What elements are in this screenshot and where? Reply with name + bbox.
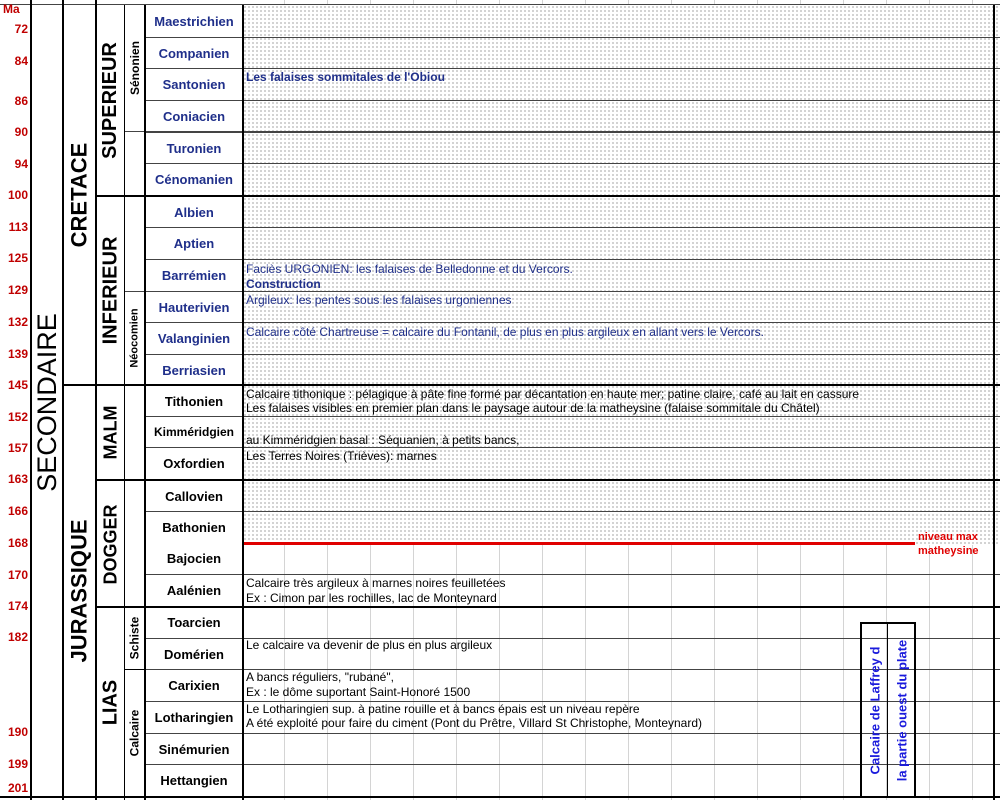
level-label-niveau-max: niveau max [918,531,978,543]
stage-name: Aptien [173,236,215,251]
age-label: 132 [7,315,28,329]
stage-name: Cénomanien [154,172,233,187]
note-barremien-construction: Construction [246,277,321,291]
age-label: 145 [7,378,28,392]
stage-name: Companien [158,46,230,61]
note-hauterivien: Argileux: les pentes sous les falaises urgoniennes [246,293,512,307]
substage-neocomien: Néocomien [128,308,141,368]
series-dogger: DOGGER [100,503,121,585]
age-label: 86 [14,94,28,108]
age-label: 199 [7,757,28,771]
age-label: 90 [14,125,28,139]
age-label: 139 [7,347,28,361]
age-label: 168 [7,536,28,550]
age-label: 84 [14,54,28,68]
note-carixien-2: Ex : le dôme suportant Saint-Honoré 1500 [246,685,471,699]
note-barremien: Faciès URGONIEN: les falaises de Belledonne et du Vercors. [246,262,573,276]
stage-name: Turonien [166,141,222,156]
stage-name: Hauterivien [158,300,230,315]
note-aalenien-2: Ex : Cimon par les rochilles, lac de Monteynard [246,591,497,605]
side-label-laffrey: Calcaire de Laffrey d [867,646,883,774]
ma-unit-label: Ma [3,2,20,16]
level-label-matheysine: matheysine [918,545,979,557]
series-malm: MALM [100,405,121,460]
stage-name: Kimméridgien [153,425,234,439]
note-carixien-1: A bancs réguliers, "rubané", [246,670,394,684]
note-santonien: Les falaises sommitales de l'Obiou [246,70,445,84]
stage-name: Hettangien [160,773,228,788]
note-aalenien-1: Calcaire très argileux à marnes noires feuilletées [246,576,506,590]
age-label: 201 [7,781,28,795]
stage-name: Toarcien [167,615,221,630]
stage-name: Tithonien [164,394,224,409]
note-lotharingien-2: A été exploité pour faire du ciment (Pont du Prêtre, Villard St Christophe, Monteynard) [246,716,703,730]
stage-name: Barrémien [161,268,227,283]
age-label: 174 [7,599,28,613]
note-valanginien: Calcaire côté Chartreuse = calcaire du Fontanil, de plus en plus argileux en allant vers le Vercors. [246,325,764,339]
stage-name: Sinémurien [158,742,230,757]
system-jurassique: JURASSIQUE [66,519,92,663]
age-label: 100 [7,188,28,202]
stage-name: Oxfordien [163,456,225,471]
age-label: 72 [14,22,28,36]
stage-name: Lotharingien [154,710,234,725]
age-label: 166 [7,504,28,518]
stage-name: Carixien [168,678,220,693]
age-label: 113 [8,220,28,234]
stage-name: Albien [174,205,214,220]
note-tithonien-2: Les falaises visibles en premier plan dans le paysage autour de la matheysine (falaise sommitale du Châtel) [246,401,820,415]
stage-name: Coniacien [162,109,226,124]
age-label: 170 [7,568,28,582]
age-label: 157 [7,441,28,455]
note-oxfordien: Les Terres Noires (Trièves): marnes [246,449,437,463]
stage-name: Callovien [165,489,223,504]
age-label: 163 [7,472,28,486]
series-lias: LIAS [99,679,121,725]
stage-name: Valanginien [157,331,231,346]
system-cretace: CRETACE [66,142,92,248]
age-label: 152 [7,410,28,424]
age-label: 129 [7,283,28,297]
substage-schiste: Schiste [127,616,142,660]
note-tithonien-1: Calcaire tithonique : pélagique à pâte fine formé par décantation en haute mer; patine claire, café au lait en cassure [246,387,860,401]
series-inferieur: INFERIEUR [99,236,122,345]
stage-name: Maestrichien [154,14,234,29]
note-domerien: Le calcaire va devenir de plus en plus argileux [246,638,493,652]
side-label-plateau: la partie ouest du plate [894,639,910,781]
stage-name: Berriasien [162,363,226,378]
note-lotharingien-1: Le Lotharingien sup. à patine rouille et à bancs épais est un niveau repère [246,702,640,716]
age-label: 182 [7,630,28,644]
substage-senonien: Sénonien [127,40,142,96]
stage-name: Aalénien [166,583,222,598]
stage-name: Santonien [162,77,226,92]
stage-name: Bajocien [166,551,222,566]
stage-name: Bathonien [162,520,226,535]
red-level-line [243,542,915,545]
series-superieur: SUPERIEUR [99,41,122,159]
era-label: SECONDAIRE [31,313,62,492]
age-label: 125 [7,251,28,265]
substage-calcaire: Calcaire [127,709,142,757]
age-label: 190 [7,725,28,739]
age-label: 94 [14,157,28,171]
note-kimmeridgien: au Kimméridgien basal : Séquanien, à petits bancs, [246,433,520,447]
stage-name: Domérien [164,647,224,662]
